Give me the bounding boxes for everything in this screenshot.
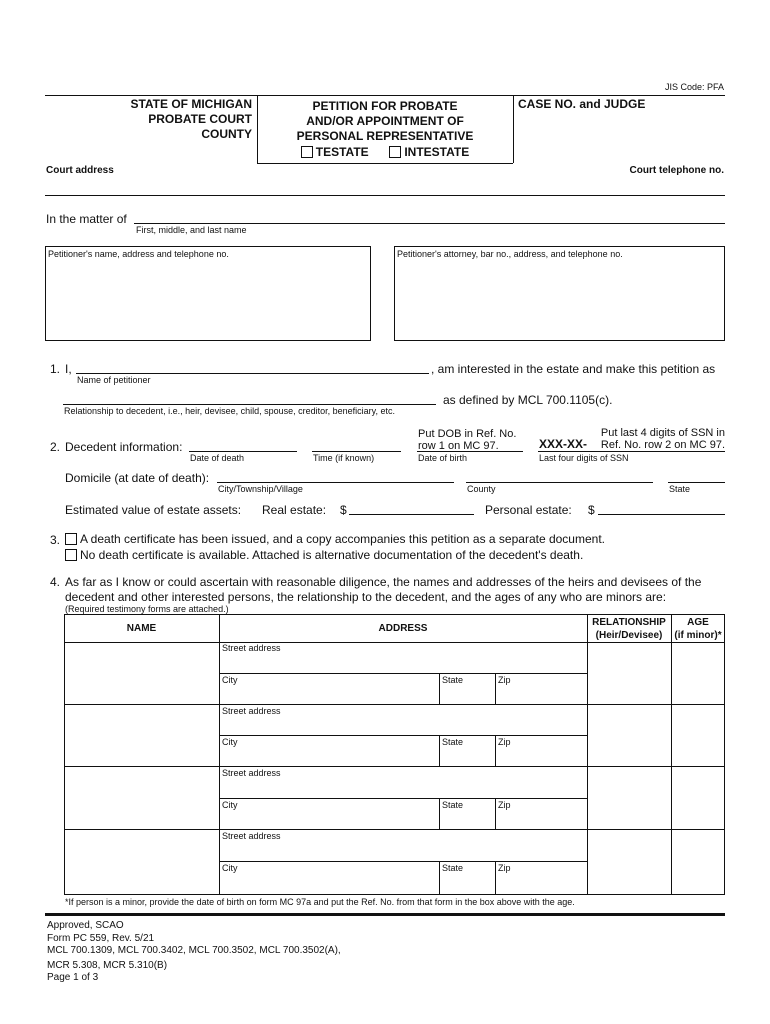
personal-estate-label: Personal estate: (485, 503, 572, 517)
attorney-box[interactable] (394, 246, 725, 341)
row-3-mid-rule (219, 798, 587, 799)
item-1-defined: as defined by MCL 700.1105(c). (443, 393, 613, 407)
jis-code: JIS Code: PFA (664, 82, 724, 92)
row-1-state-label: State (442, 675, 464, 685)
row-2-state-label: State (442, 737, 464, 747)
row-3-city-label: City (222, 800, 238, 810)
minor-footnote: *If person is a minor, provide the date of birth on form MC 97a and put the Ref. No. from that form in the box above with the age. (65, 897, 575, 907)
footer-rule (45, 913, 725, 916)
heirs-table (64, 614, 725, 895)
death-cert-option-b[interactable] (65, 548, 583, 562)
col-rel-line-2: (Heir/Devisee) (595, 630, 663, 641)
row-1-zip-label: Zip (498, 675, 511, 685)
row-1-zip-rule (495, 673, 496, 704)
dob-note-1: Put DOB in Ref. No. (418, 428, 517, 440)
footer-info (47, 920, 341, 985)
table-col-rule-1 (219, 614, 220, 895)
state-sub: State (669, 484, 691, 494)
relationship-sub: Relationship to decedent, i.e., heir, devisee, child, spouse, creditor, beneficiary, etc. (64, 406, 396, 416)
death-cert-issued-checkbox[interactable] (65, 533, 77, 545)
matter-name-field[interactable] (134, 223, 725, 224)
row-2-mid-rule (219, 735, 587, 736)
date-of-death-sub: Date of death (190, 453, 245, 463)
item-1-prefix: I, (65, 362, 72, 376)
case-no-label: CASE NO. and JUDGE (518, 97, 646, 111)
court-address-label: Court address (46, 165, 114, 176)
court-address-rule (45, 195, 725, 196)
testate-label: TESTATE (315, 145, 369, 159)
row-2-state-rule (439, 735, 440, 766)
row-1-city-label: City (222, 675, 238, 685)
row-3-state-rule (439, 798, 440, 829)
row-4-city-label: City (222, 863, 238, 873)
county-sub: County (467, 484, 496, 494)
petitioner-name-sub: Name of petitioner (77, 375, 151, 385)
row-4-state-rule (439, 861, 440, 895)
personal-estate-field[interactable] (598, 514, 725, 515)
decedent-info-label: Decedent information: (65, 440, 183, 454)
col-name-header: NAME (126, 623, 157, 634)
col-rel-line-1: RELATIONSHIP (592, 617, 666, 628)
item-2-number: 2. (50, 440, 61, 454)
title-line-2: AND/OR APPOINTMENT OF (306, 114, 464, 128)
petitioner-name-field[interactable] (76, 373, 429, 374)
row-3-zip-rule (495, 798, 496, 829)
table-col-rule-3 (671, 614, 672, 895)
time-sub: Time (if known) (313, 453, 375, 463)
death-cert-option-a[interactable] (65, 532, 605, 546)
header-divider-2 (513, 95, 514, 163)
item-1-number: 1. (50, 362, 61, 376)
city-sub: City/Township/Village (218, 484, 303, 494)
footer-form-number: Form PC 559, Rev. 5/21 (47, 932, 155, 944)
col-age-line-1: AGE (687, 617, 709, 628)
testate-checkbox[interactable] (301, 146, 313, 158)
item-4-text (65, 575, 701, 605)
row-4-zip-rule (495, 861, 496, 895)
row-1-state-rule (439, 673, 440, 704)
row-2-bottom-rule (64, 766, 725, 767)
time-of-death-field[interactable] (312, 451, 401, 452)
table-header-rule (64, 642, 725, 643)
intestate-checkbox[interactable] (389, 146, 401, 158)
row-4-mid-rule (219, 861, 587, 862)
matter-label: In the matter of (46, 212, 127, 226)
ssn-note-2: Ref. No. row 2 on MC 97. (600, 439, 725, 451)
dob-note-2: row 1 on MC 97. (418, 440, 499, 452)
title-line-1: PETITION FOR PROBATE (312, 99, 458, 113)
attorney-box-label: Petitioner's attorney, bar no., address, and telephone no. (397, 249, 623, 259)
row-4-state-label: State (442, 863, 464, 873)
ssn-note-1: Put last 4 digits of SSN in (600, 427, 725, 439)
estimated-label: Estimated value of estate assets: (65, 503, 242, 517)
court-state: STATE OF MICHIGAN (130, 97, 252, 111)
row-4-street-label: Street address (222, 831, 281, 841)
col-age-line-2: (if minor)* (674, 630, 722, 641)
ssn-field[interactable] (538, 451, 725, 452)
row-2-city-label: City (222, 737, 238, 747)
row-3-state-label: State (442, 800, 464, 810)
item-4-line-1: As far as I know or could ascertain with reasonable diligence, the names and addresses of the heirs and devisees of the (65, 575, 702, 589)
dob-note (418, 428, 516, 452)
petitioner-box-label: Petitioner's name, address and telephone no. (48, 249, 229, 259)
row-2-zip-label: Zip (498, 737, 511, 747)
intestate-label: INTESTATE (404, 145, 470, 159)
table-col-rule-2 (587, 614, 588, 895)
domicile-city-field[interactable] (217, 482, 454, 483)
dob-sub: Date of birth (418, 453, 468, 463)
row-3-zip-label: Zip (498, 800, 511, 810)
col-relationship-header (587, 616, 671, 642)
petitioner-box[interactable] (45, 246, 371, 341)
col-age-header (671, 616, 725, 642)
date-of-death-field[interactable] (189, 451, 297, 452)
domicile-state-field[interactable] (668, 482, 725, 483)
no-death-cert-checkbox[interactable] (65, 549, 77, 561)
row-2-zip-rule (495, 735, 496, 766)
footer-mcl: MCL 700.1309, MCL 700.3402, MCL 700.3502, MCL 700.3502(A), (47, 945, 341, 956)
death-cert-option-b-label: No death certificate is available. Attached is alternative documentation of the decedent's death. (80, 548, 584, 562)
court-heading (45, 97, 252, 142)
row-1-street-label: Street address (222, 643, 281, 653)
ssn-sub: Last four digits of SSN (539, 453, 629, 463)
court-county: COUNTY (201, 127, 252, 141)
footer-approved: Approved, SCAO (47, 920, 124, 931)
row-1-bottom-rule (64, 704, 725, 705)
testate-option[interactable] (301, 145, 369, 159)
domicile-county-field[interactable] (466, 482, 653, 483)
testate-options (262, 145, 508, 160)
item-3-number: 3. (50, 533, 61, 547)
form-title (262, 99, 508, 160)
item-4-number: 4. (50, 575, 61, 589)
domicile-label: Domicile (at date of death): (65, 471, 210, 485)
intestate-option[interactable] (389, 145, 469, 159)
header-title-bottom-rule (257, 163, 513, 164)
testimony-note: (Required testimony forms are attached.) (65, 604, 229, 614)
personal-estate-dollar: $ (588, 503, 595, 517)
matter-name-sub: First, middle, and last name (136, 225, 247, 235)
item-1-suffix: , am interested in the estate and make this petition as (431, 362, 716, 376)
court-phone-label: Court telephone no. (629, 165, 724, 176)
footer-mcr: MCR 5.308, MCR 5.310(B) (47, 959, 168, 971)
footer-page: Page 1 of 3 (47, 972, 99, 983)
court-type: PROBATE COURT (148, 112, 252, 126)
title-line-3: PERSONAL REPRESENTATIVE (296, 129, 474, 143)
row-3-street-label: Street address (222, 768, 281, 778)
real-estate-dollar: $ (340, 503, 347, 517)
relationship-field[interactable] (63, 404, 436, 405)
row-2-street-label: Street address (222, 706, 281, 716)
date-of-birth-field[interactable] (417, 451, 523, 452)
real-estate-field[interactable] (349, 514, 474, 515)
row-3-bottom-rule (64, 829, 725, 830)
death-cert-option-a-label: A death certificate has been issued, and a copy accompanies this petition as a separate document. (80, 532, 605, 546)
real-estate-label: Real estate: (262, 503, 327, 517)
item-4-line-2: decedent and other interested persons, the relationship to the decedent, and the ages of any who are minors are: (65, 590, 667, 604)
col-address-header: ADDRESS (378, 623, 428, 634)
header-top-rule (45, 95, 725, 96)
row-4-zip-label: Zip (498, 863, 511, 873)
header-divider-1 (257, 95, 258, 163)
row-1-mid-rule (219, 673, 587, 674)
ssn-prefix: XXX-XX- (539, 437, 588, 451)
